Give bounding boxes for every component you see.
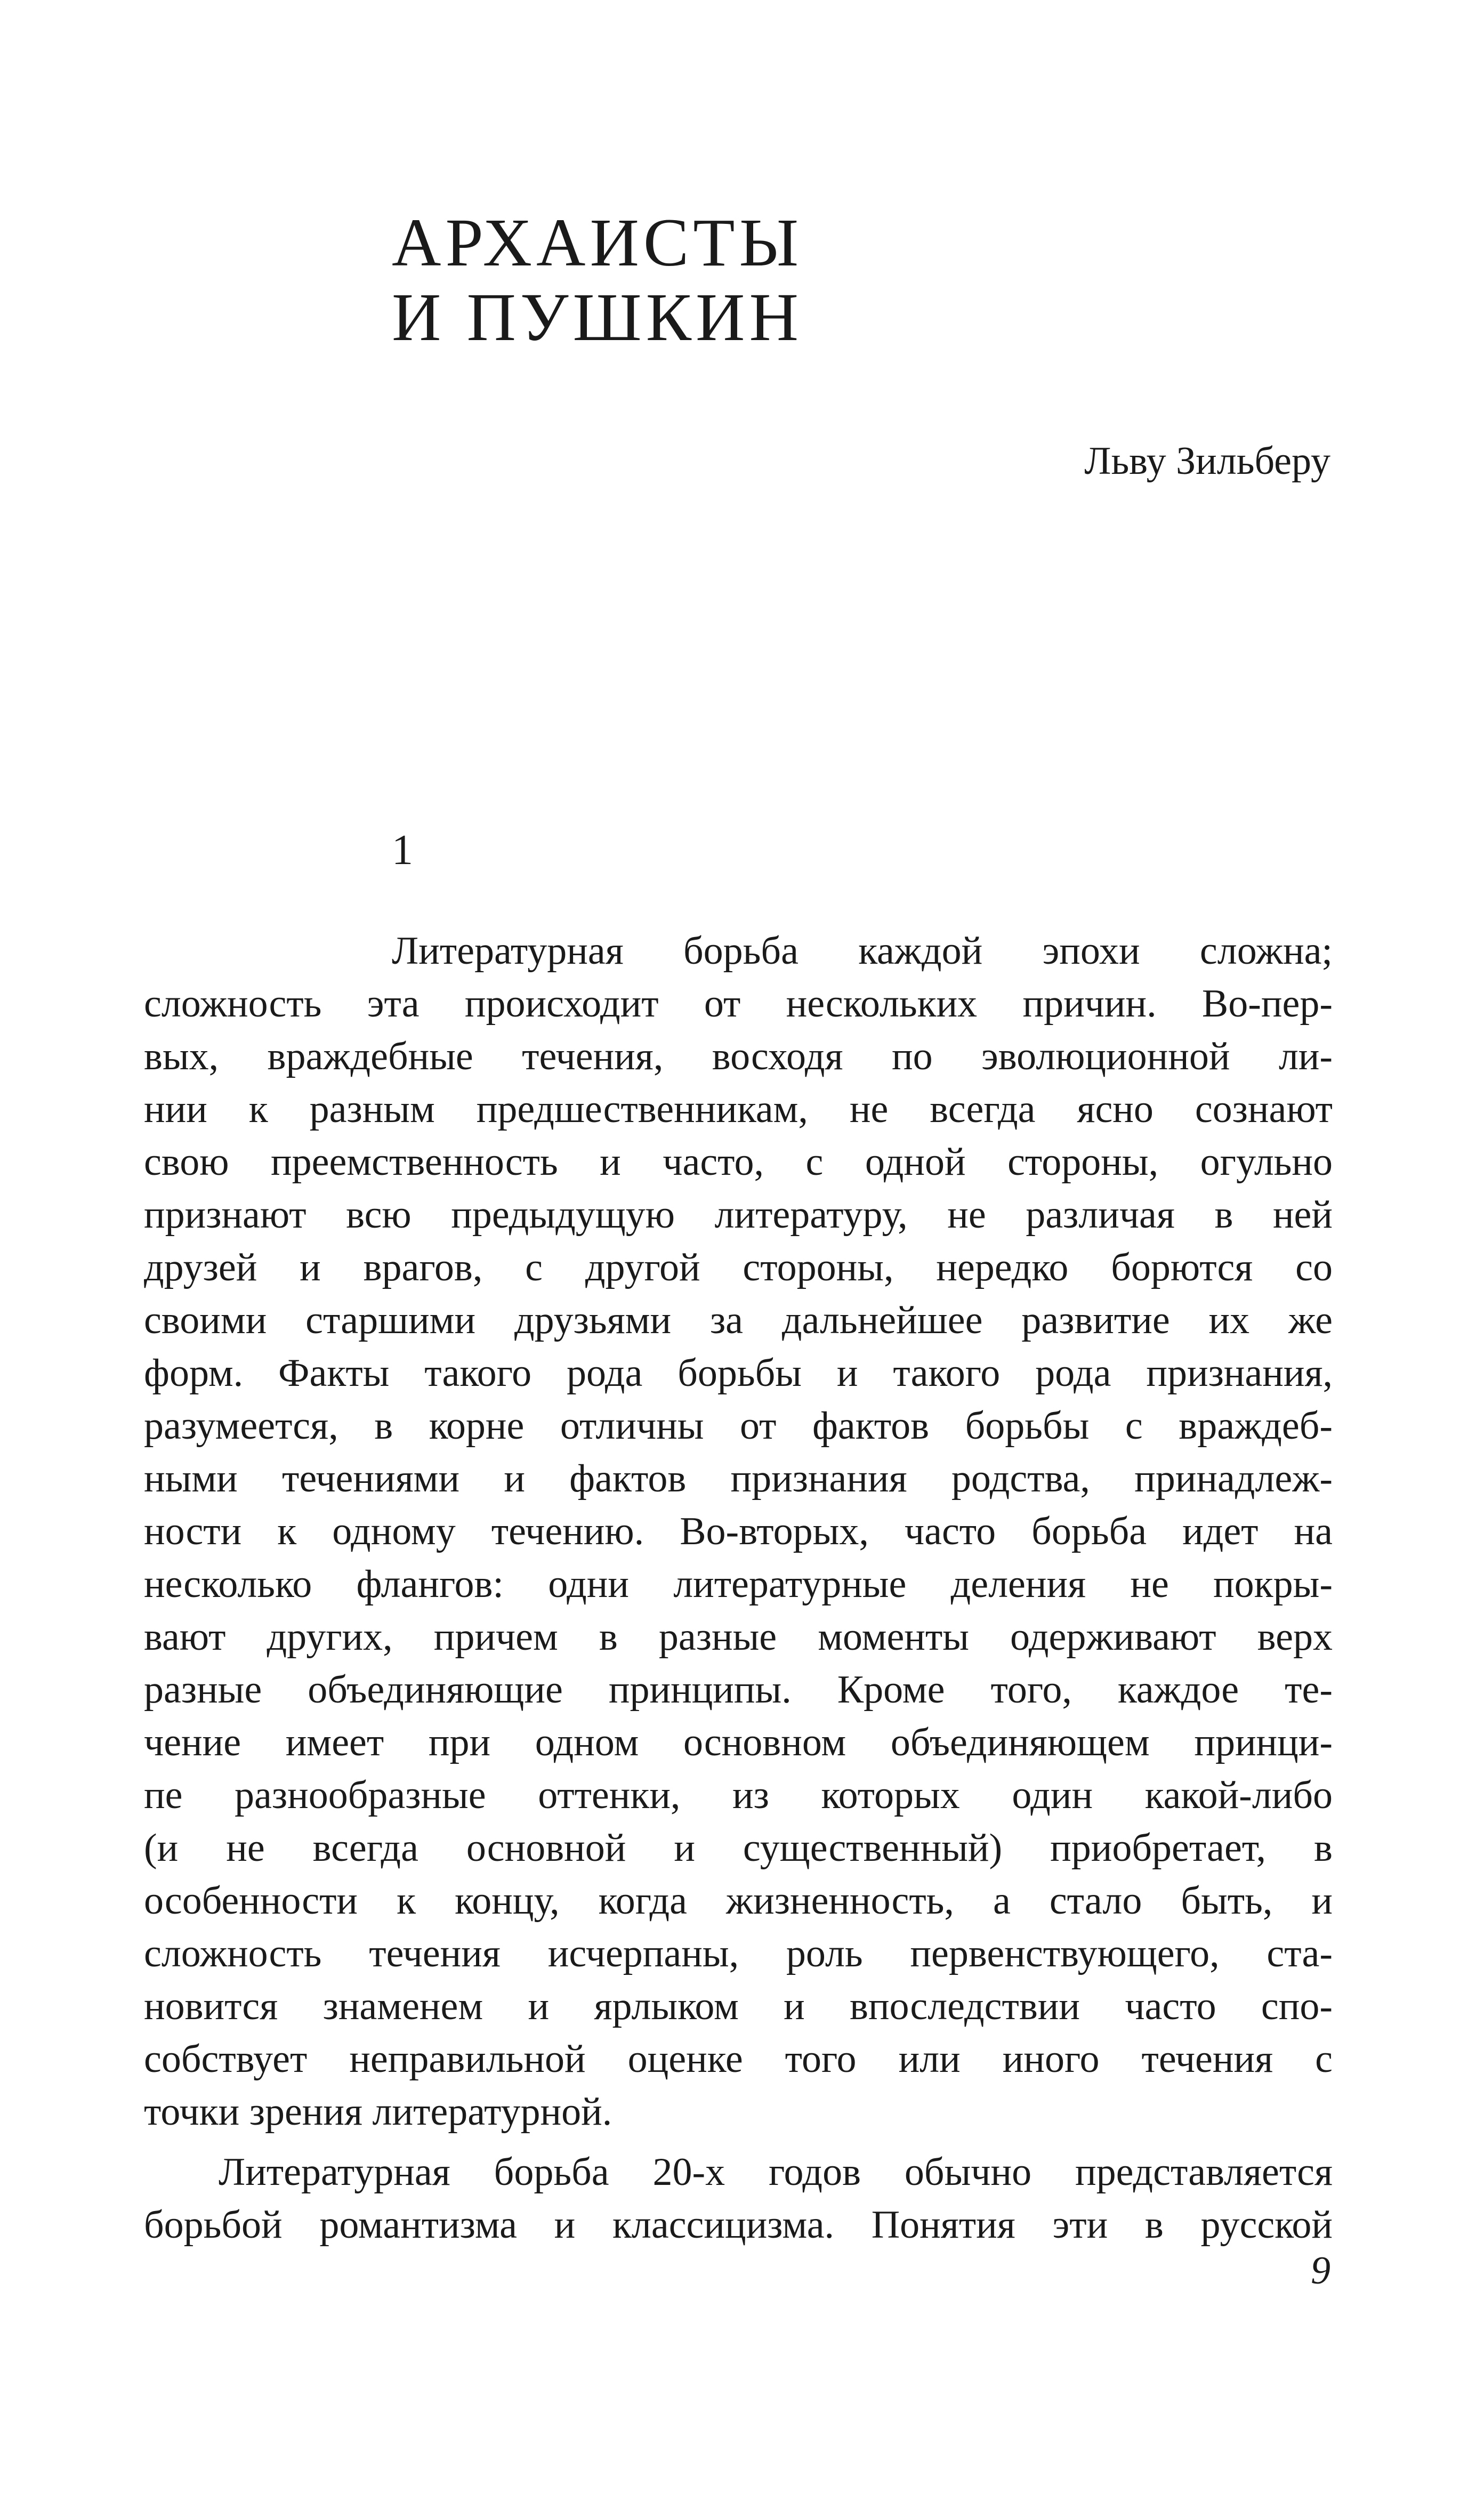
text-line: пе разнообразные оттенки, из которых один какой-либо	[144, 1773, 1333, 1817]
text-line: особенности к концу, когда жизненность, а стало быть, и	[144, 1879, 1333, 1923]
text-line: вают других, причем в разные моменты одерживают верх	[144, 1615, 1333, 1659]
text-line: ности к одному течению. Во-вторых, часто борьба идет на	[144, 1510, 1333, 1553]
text-line: (и не всегда основной и существенный) приобретает, в	[144, 1826, 1333, 1870]
text-line: разные объединяющие принципы. Кроме того, каждое те-	[144, 1668, 1333, 1712]
chapter-title-line-2: И ПУШКИН	[392, 279, 803, 355]
text-line: признают всю предыдущую литературу, не различая в ней	[144, 1193, 1333, 1237]
text-line: новится знаменем и ярлыком и впоследствии часто спо-	[144, 1984, 1333, 2028]
text-line: Литературная борьба 20-х годов обычно представляется	[219, 2150, 1333, 2194]
section-number: 1	[392, 827, 413, 874]
text-line: ными течениями и фактов признания родства, принадлеж-	[144, 1457, 1333, 1500]
text-line: несколько флангов: одни литературные деления не покры-	[144, 1562, 1333, 1606]
text-line: сложность эта происходит от нескольких причин. Во-пер-	[144, 982, 1333, 1026]
text-line: Литературная борьба каждой эпохи сложна;	[392, 929, 1333, 973]
text-line: разумеется, в корне отличны от фактов борьбы с враждеб-	[144, 1404, 1333, 1448]
text-line: нии к разным предшественникам, не всегда ясно сознают	[144, 1087, 1333, 1131]
text-line: борьбой романтизма и классицизма. Понятия эти в русской	[144, 2203, 1333, 2247]
paragraph-1	[144, 925, 1333, 2139]
chapter-title	[392, 205, 803, 354]
text-line: точки зрения литературной.	[144, 2090, 612, 2134]
text-line: собствует неправильной оценке того или иного течения с	[144, 2037, 1333, 2081]
page-number: 9	[1311, 2249, 1330, 2293]
chapter-title-line-1: АРХАИСТЫ	[392, 205, 803, 280]
text-line: друзей и врагов, с другой стороны, нередко борются со	[144, 1246, 1333, 1289]
text-line: свою преемственность и часто, с одной стороны, огульно	[144, 1140, 1333, 1184]
paragraph-2	[144, 2146, 1333, 2252]
text-line: сложность течения исчерпаны, роль первенствующего, ста-	[144, 1932, 1333, 1975]
body-text	[144, 925, 1333, 2252]
text-line: чение имеет при одном основном объединяющем принци-	[144, 1721, 1333, 1764]
text-line: вых, враждебные течения, восходя по эволюционной ли-	[144, 1035, 1333, 1078]
text-line: своими старшими друзьями за дальнейшее развитие их же	[144, 1298, 1333, 1342]
paragraph-gap	[144, 2139, 1333, 2146]
dedication: Льву Зильберу	[1084, 439, 1330, 483]
text-line: форм. Факты такого рода борьбы и такого рода признания,	[144, 1351, 1333, 1395]
